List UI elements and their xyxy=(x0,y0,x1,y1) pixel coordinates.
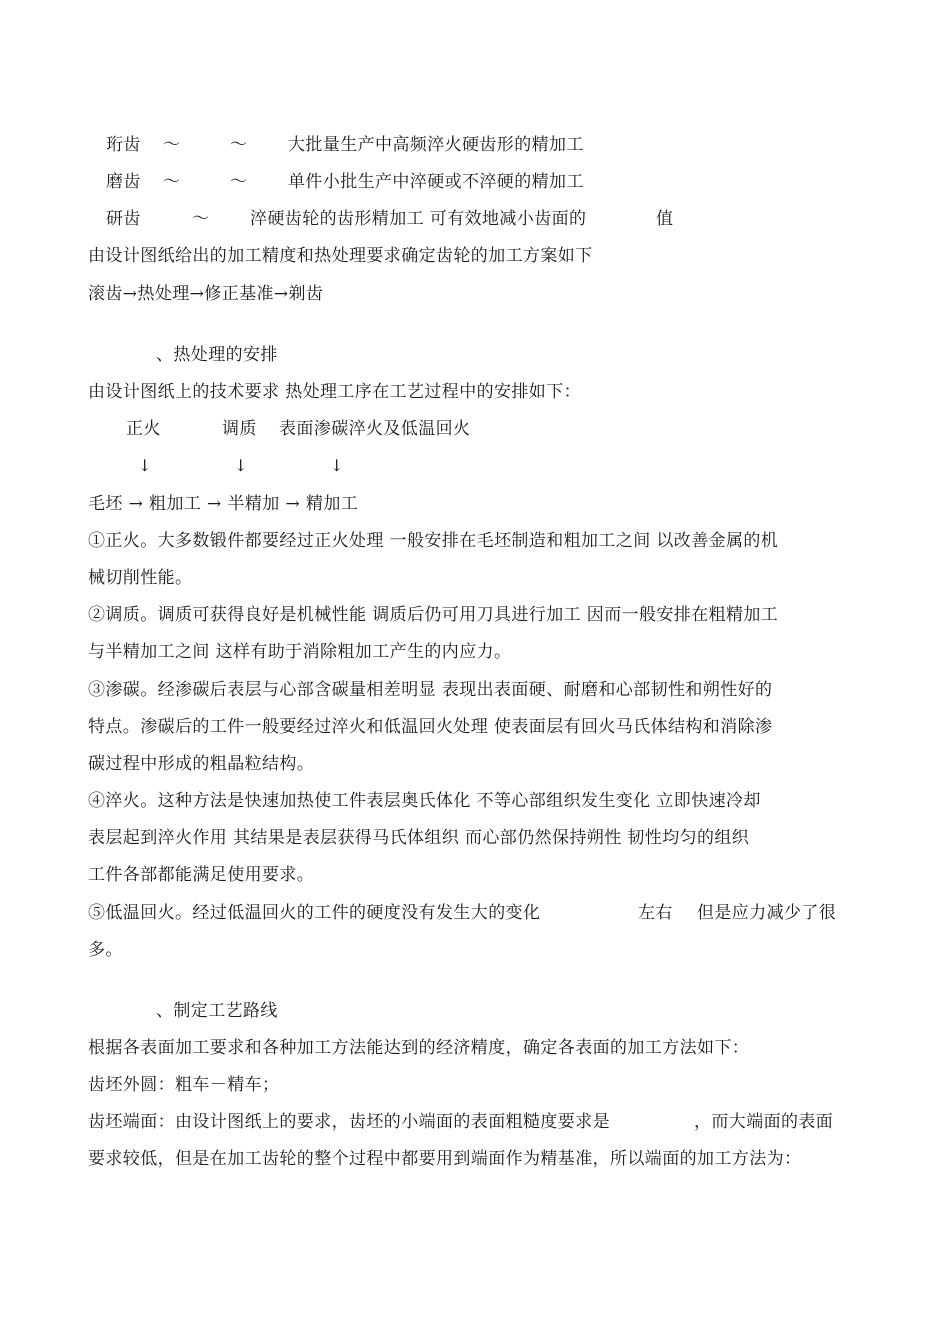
item-quench-temper-line-1: ②调质。调质可获得良好是机械性能 调质后仍可用刀具进行加工 因而一般安排在粗精加工 xyxy=(88,605,779,625)
method-grinding-desc: 单件小批生产中淬硬或不淬硬的精加工 xyxy=(288,172,584,192)
item-low-temper-line-1a: ⑤低温回火。经过低温回火的工件的硬度没有发生大的变化 xyxy=(88,903,541,923)
item-normalizing-line-2: 械切削性能。 xyxy=(88,568,193,588)
item-carburizing-line-3: 碳过程中形成的粗晶粒结构。 xyxy=(88,754,315,774)
item-quench-temper-line-2: 与半精加工之间 这样有助于消除粗加工产生的内应力。 xyxy=(88,642,512,662)
process-flow: 毛坯 → 粗加工 → 半精加 → 精加工 xyxy=(88,494,359,514)
method-lapping-desc: 淬硬齿轮的齿形精加工 可有效地减小齿面的 xyxy=(250,209,587,229)
method-honing-desc: 大批量生产中高频淬火硬齿形的精加工 xyxy=(288,135,584,155)
scheme-intro: 由设计图纸给出的加工精度和热处理要求确定齿轮的加工方案如下 xyxy=(88,246,593,266)
route-outer-circle: 齿坯外圆：粗车－精车； xyxy=(88,1075,280,1095)
item-low-temper-line-1b: 左右 xyxy=(638,903,673,923)
method-honing-tilde-2: ～ xyxy=(230,135,248,155)
heat-section-heading: 、热处理的安排 xyxy=(156,345,278,365)
route-end-face-line-1b: ，而大端面的表面 xyxy=(694,1112,834,1132)
heat-label-tempering: 调质 xyxy=(222,419,257,439)
method-honing-name: 珩齿 xyxy=(106,135,141,155)
heat-intro: 由设计图纸上的技术要求 热处理工序在工艺过程中的安排如下： xyxy=(88,382,582,402)
item-quenching-line-3: 工件各部都能满足使用要求。 xyxy=(88,865,315,885)
heat-label-carburizing: 表面渗碳淬火及低温回火 xyxy=(279,419,471,439)
route-intro: 根据各表面加工要求和各种加工方法能达到的经济精度，确定各表面的加工方法如下： xyxy=(88,1038,750,1058)
route-end-face-line-2: 要求较低，但是在加工齿轮的整个过程中都要用到端面作为精基准，所以端面的加工方法为： xyxy=(88,1149,802,1169)
item-low-temper-line-1c: 但是应力减少了很 xyxy=(697,903,837,923)
down-arrow-3: ↓ xyxy=(330,456,344,475)
down-arrow-2: ↓ xyxy=(234,456,248,475)
method-lapping-name: 研齿 xyxy=(106,209,141,229)
item-low-temper-line-2: 多。 xyxy=(88,940,123,960)
item-quenching-line-2: 表层起到淬火作用 其结果是表层获得马氏体组织 而心部仍然保持朔性 韧性均匀的组织 xyxy=(88,828,750,848)
item-carburizing-line-1: ③渗碳。经渗碳后表层与心部含碳量相差明显 表现出表面硬、耐磨和心部韧性和朔性好的 xyxy=(88,680,773,700)
route-end-face-line-1a: 齿坯端面：由设计图纸上的要求，齿坯的小端面的表面粗糙度要求是 xyxy=(88,1112,610,1132)
method-grinding-tilde-1: ～ xyxy=(163,172,181,192)
method-honing-tilde-1: ～ xyxy=(163,135,181,155)
scheme-route: 滚齿→热处理→修正基准→剃齿 xyxy=(88,284,324,304)
method-lapping-tail: 值 xyxy=(656,209,674,229)
method-grinding-tilde-2: ～ xyxy=(230,172,248,192)
item-quenching-line-1: ④淬火。这种方法是快速加热使工件表层奥氏体化 不等心部组织发生变化 立即快速冷却 xyxy=(88,791,761,811)
heat-label-normalizing: 正火 xyxy=(126,419,161,439)
route-section-heading: 、制定工艺路线 xyxy=(156,1001,278,1021)
method-lapping-tilde: ～ xyxy=(192,209,210,229)
item-normalizing-line-1: ①正火。大多数锻件都要经过正火处理 一般安排在毛坯制造和粗加工之间 以改善金属的机 xyxy=(88,531,779,551)
item-carburizing-line-2: 特点。渗碳后的工件一般要经过淬火和低温回火处理 使表面层有回火马氏体结构和消除渗 xyxy=(88,717,773,737)
down-arrow-1: ↓ xyxy=(138,456,152,475)
method-grinding-name: 磨齿 xyxy=(106,172,141,192)
